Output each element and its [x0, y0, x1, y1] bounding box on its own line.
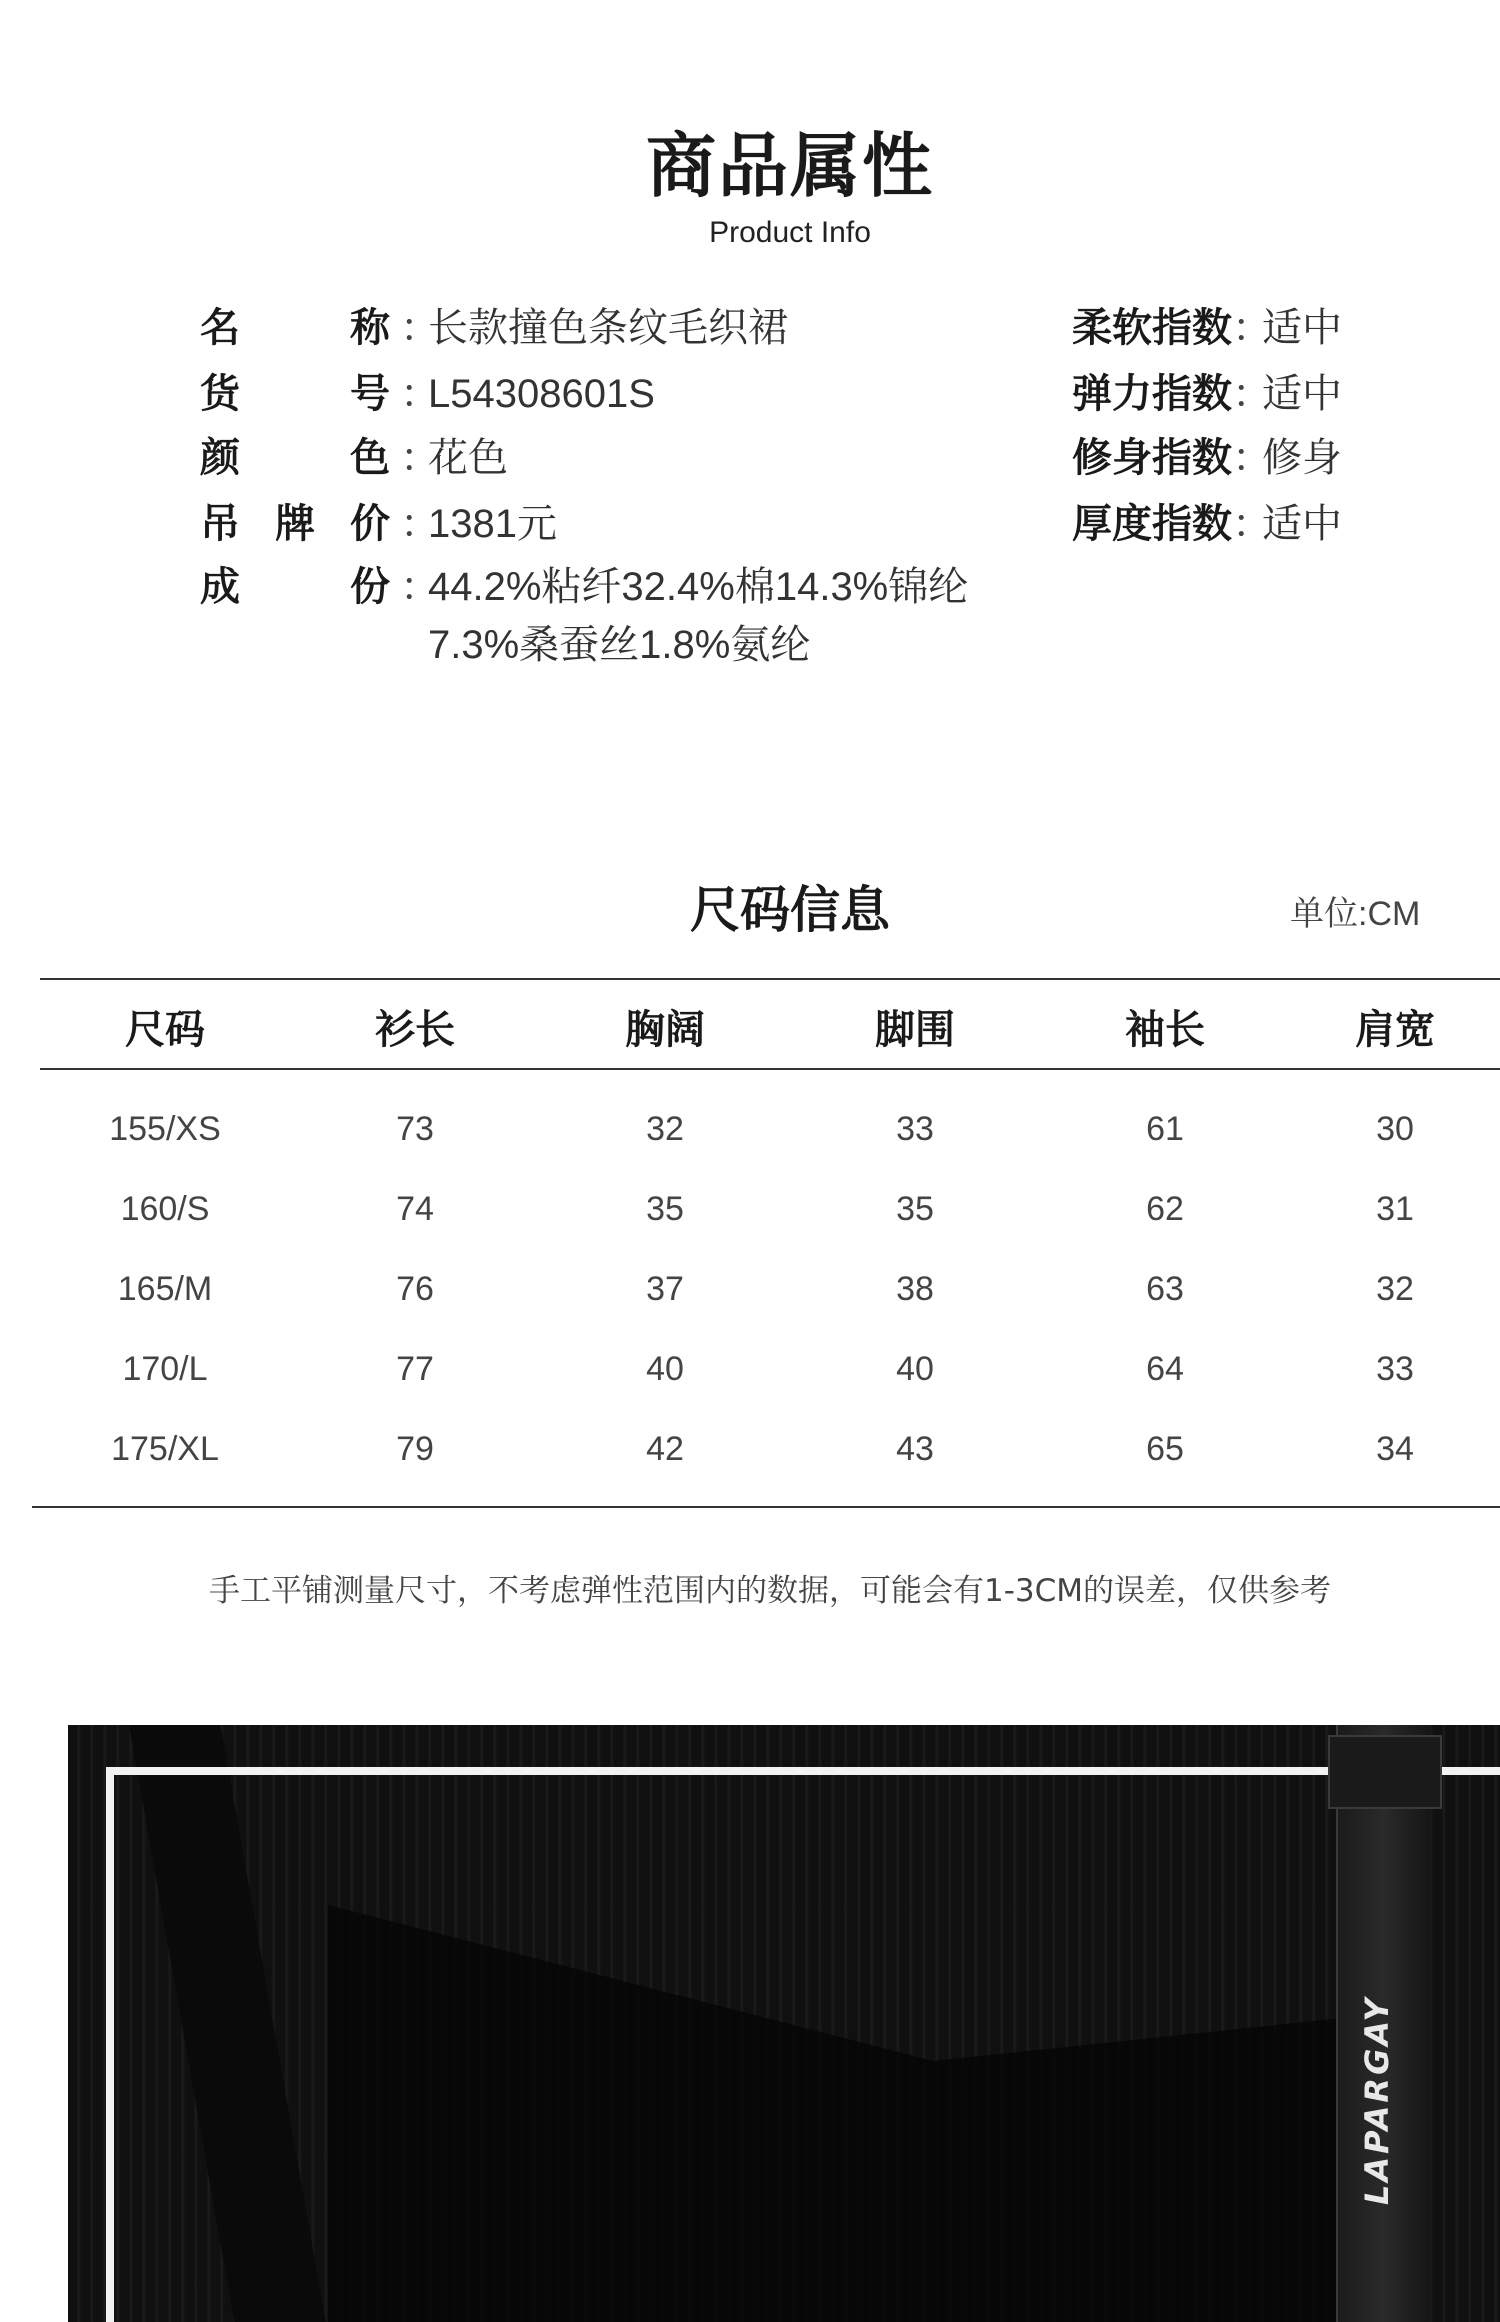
measurement-cell: 37: [646, 1270, 684, 1308]
table-row: [40, 1350, 1500, 1389]
colon: ：: [1232, 435, 1272, 481]
attribute-composition-row: [200, 558, 968, 678]
index-label: 厚度指数: [1072, 501, 1232, 547]
measurement-cell: 34: [1376, 1430, 1414, 1468]
table-header-rule: [40, 1068, 1500, 1070]
attribute-label: 颜 色: [200, 435, 390, 481]
measurement-cell: 38: [896, 1270, 934, 1308]
measurement-cell: 65: [1146, 1430, 1184, 1468]
colon: ：: [400, 501, 440, 547]
measurement-cell: 31: [1376, 1190, 1414, 1228]
attribute-name-row: [200, 296, 788, 356]
column-header: 衫长: [375, 1007, 455, 1053]
measurement-cell: 35: [646, 1190, 684, 1228]
colon: ：: [400, 305, 440, 351]
brand-logo-text: LAPARGAY: [1358, 1995, 1396, 2205]
attribute-color-row: [200, 426, 508, 486]
table-row: [40, 1270, 1500, 1309]
size-cell: 170/L: [122, 1350, 208, 1388]
unit-label: 单位:CM: [1290, 895, 1421, 933]
table-row: [40, 1110, 1500, 1149]
attribute-value: 1381元: [428, 502, 557, 546]
attribute-value-line2: 7.3%桑蚕丝1.8%氨纶: [428, 623, 811, 667]
column-header: 胸阔: [625, 1007, 705, 1053]
attribute-label: 吊 牌 价: [200, 501, 390, 547]
measurement-cell: 33: [1376, 1350, 1414, 1388]
measurement-cell: 74: [396, 1190, 434, 1228]
photo-frame: [106, 1767, 1500, 2322]
colon: ：: [400, 564, 440, 610]
measurement-cell: 40: [896, 1350, 934, 1388]
size-cell: 165/M: [117, 1270, 213, 1308]
measurement-cell: 64: [1146, 1350, 1184, 1388]
measurement-cell: 35: [896, 1190, 934, 1228]
column-header: 肩宽: [1355, 1007, 1435, 1053]
index-value: 修身: [1262, 435, 1342, 481]
page-subtitle: Product Info: [709, 216, 871, 249]
size-cell: 160/S: [120, 1190, 210, 1228]
composition-value: [428, 558, 968, 674]
tag-clip: [1328, 1735, 1442, 1809]
measurement-note: 手工平铺测量尺寸，不考虑弹性范围内的数据，可能会有1-3CM的误差，仅供参考: [208, 1573, 1332, 1609]
index-fit-row: [1072, 426, 1342, 486]
measurement-cell: 33: [896, 1110, 934, 1148]
attribute-value: 长款撞色条纹毛织裙: [428, 306, 788, 350]
attribute-value: 44.2%粘纤32.4%棉14.3%锦纶: [428, 565, 969, 609]
measurement-cell: 42: [646, 1430, 684, 1468]
measurement-cell: 79: [396, 1430, 434, 1468]
index-label: 弹力指数: [1072, 371, 1232, 417]
index-elasticity-row: [1072, 362, 1342, 422]
measurement-cell: 63: [1146, 1270, 1184, 1308]
colon: ：: [1232, 305, 1272, 351]
colon: ：: [1232, 501, 1272, 547]
colon: ：: [400, 371, 440, 417]
size-cell: 155/XS: [109, 1110, 221, 1148]
measurement-cell: 77: [396, 1350, 434, 1388]
index-thickness-row: [1072, 492, 1342, 552]
table-header-row: [40, 998, 1500, 1055]
measurement-cell: 40: [646, 1350, 684, 1388]
measurement-cell: 73: [396, 1110, 434, 1148]
measurement-cell: 32: [646, 1110, 684, 1148]
measurement-cell: 62: [1146, 1190, 1184, 1228]
attribute-sku-row: [200, 362, 655, 422]
table-row: [40, 1430, 1500, 1469]
index-label: 柔软指数: [1072, 305, 1232, 351]
attribute-value: L54308601S: [428, 372, 655, 416]
index-value: 适中: [1262, 305, 1342, 351]
measurement-cell: 61: [1146, 1110, 1184, 1148]
page-title: 商品属性: [646, 125, 934, 207]
table-bottom-rule: [32, 1506, 1500, 1508]
index-value: 适中: [1262, 501, 1342, 547]
measurement-cell: 32: [1376, 1270, 1414, 1308]
attribute-label: 货 号: [200, 371, 390, 417]
column-header: 尺码: [125, 1007, 205, 1053]
size-info-title: 尺码信息: [690, 881, 890, 939]
index-value: 适中: [1262, 371, 1342, 417]
measurement-cell: 43: [896, 1430, 934, 1468]
colon: ：: [1232, 371, 1272, 417]
table-top-rule: [40, 978, 1500, 980]
index-label: 修身指数: [1072, 435, 1232, 481]
measurement-cell: 76: [396, 1270, 434, 1308]
measurement-cell: 30: [1376, 1110, 1414, 1148]
attribute-value: 花色: [428, 436, 508, 480]
product-photo: [68, 1725, 1500, 2322]
size-cell: 175/XL: [111, 1430, 219, 1468]
column-header: 袖长: [1125, 1007, 1205, 1053]
attribute-price-row: [200, 492, 557, 552]
attribute-label: 名 称: [200, 305, 390, 351]
column-header: 脚围: [875, 1007, 955, 1053]
attribute-label: 成 份: [200, 564, 390, 610]
table-row: [40, 1190, 1500, 1229]
index-softness-row: [1072, 296, 1342, 356]
colon: ：: [400, 435, 440, 481]
